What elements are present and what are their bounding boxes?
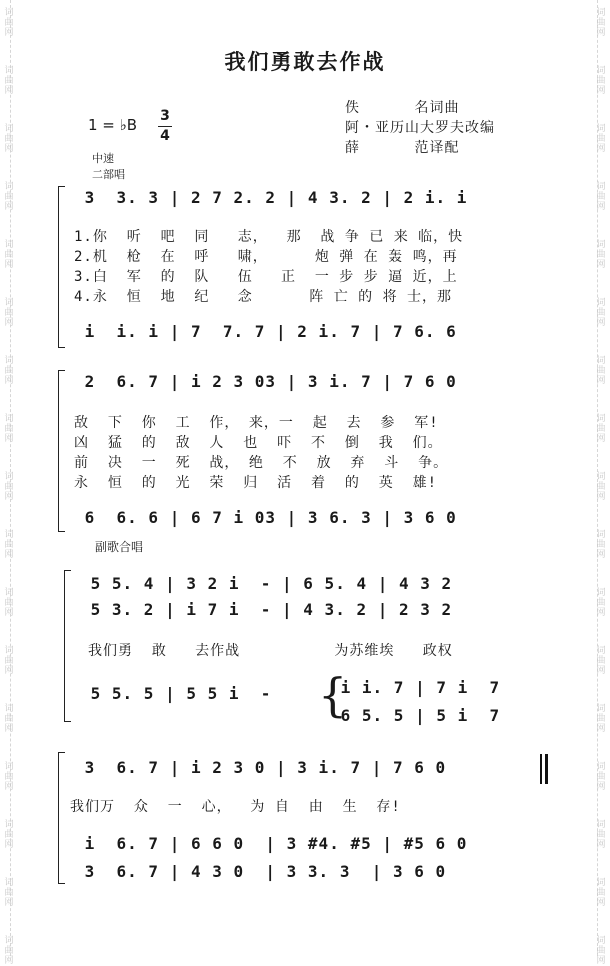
watermark-text: 词 曲 网 xyxy=(596,704,606,734)
watermark-text: 词 曲 网 xyxy=(4,66,14,96)
system-bracket xyxy=(58,370,65,532)
watermark-text: 词 曲 网 xyxy=(4,820,14,850)
watermark-text: 词 曲 网 xyxy=(4,588,14,618)
melody-line: 3 3. 3 | 2 7 2. 2 | 4 3. 2 | 2 i. i xyxy=(74,188,479,207)
watermark-text: 词 曲 网 xyxy=(596,878,606,908)
credit-line: 佚 名词曲 xyxy=(345,100,460,116)
watermark-text: 词 曲 网 xyxy=(596,182,606,212)
part-label: 二部唱 xyxy=(92,168,125,181)
watermark-text: 词 曲 网 xyxy=(4,182,14,212)
credit-line: 薛 范译配 xyxy=(345,140,460,156)
bass-lower-line: 6 5. 5 | 5 i 7 xyxy=(330,706,511,725)
lyric-verse-4: 4.永 恒 地 纪 念 阵 亡 的 将 士，那 xyxy=(74,289,453,305)
watermark-text: 词 曲 网 xyxy=(4,530,14,560)
lyric-verse-4: 永 恒 的 光 荣 归 活 着 的 英 雄! xyxy=(74,475,438,491)
watermark-text: 词 曲 网 xyxy=(596,240,606,270)
watermark-text: 词 曲 网 xyxy=(596,8,606,38)
time-signature-top: 3 xyxy=(160,108,170,124)
lyric-verse-2: 2.机 枪 在 呼 啸， 炮 弹 在 轰 鸣，再 xyxy=(74,249,458,265)
song-title: 我们勇敢去作战 xyxy=(224,50,386,74)
key-signature: 1 = ♭B xyxy=(88,116,138,134)
system-bracket xyxy=(64,570,71,722)
system-bracket xyxy=(58,752,65,884)
lyric-verse-3: 前 决 一 死 战， 绝 不 放 弃 斗 争。 xyxy=(74,455,449,471)
watermark-text: 词 曲 网 xyxy=(4,298,14,328)
bass-brace: { xyxy=(318,668,348,722)
watermark-text: 词 曲 网 xyxy=(596,646,606,676)
lyric-verse-1: 敌 下 你 工 作， 来，一 起 去 参 军! xyxy=(74,415,439,431)
harmony-line: 6 6. 6 | 6 7 i 03 | 3 6. 3 | 3 6 0 xyxy=(74,508,468,527)
credit-line: 阿・亚历山大罗夫改编 xyxy=(345,120,495,136)
watermark-text: 词 曲 网 xyxy=(4,762,14,792)
tempo-marking: 中速 xyxy=(92,152,114,165)
harmony-line: i i. i | 7 7. 7 | 2 i. 7 | 7 6. 6 xyxy=(74,322,468,341)
watermark-text: 词 曲 网 xyxy=(596,414,606,444)
bass-line: 3 6. 7 | 4 3 0 | 3 3. 3 | 3 6 0 xyxy=(74,862,457,881)
watermark-text: 词 曲 网 xyxy=(596,472,606,502)
soprano-line: 5 5. 4 | 3 2 i - | 6 5. 4 | 4 3 2 xyxy=(80,574,463,593)
final-barline-thick xyxy=(545,754,548,784)
watermark-text: 词 曲 网 xyxy=(4,356,14,386)
watermark-text: 词 曲 网 xyxy=(4,8,14,38)
bass-upper-line: i i. 7 | 7 i 7 xyxy=(330,678,511,697)
watermark-text: 词 曲 网 xyxy=(596,530,606,560)
tenor-line: 5 5. 5 | 5 5 i - xyxy=(80,684,283,703)
watermark-text: 词 曲 网 xyxy=(4,240,14,270)
watermark-text: 词 曲 网 xyxy=(4,936,14,966)
watermark-text: 词 曲 网 xyxy=(596,66,606,96)
watermark-text: 词 曲 网 xyxy=(4,124,14,154)
chorus-lyrics: 我们勇 敢 去作战 为苏维埃 政权 xyxy=(88,643,453,659)
alto-line: i 6. 7 | 6 6 0 | 3 #4. #5 | #5 6 0 xyxy=(74,834,479,853)
watermark-text: 词 曲 网 xyxy=(596,936,606,966)
lyric-verse-2: 凶 猛 的 敌 人 也 吓 不 倒 我 们。 xyxy=(74,435,443,451)
watermark-text: 词 曲 网 xyxy=(4,878,14,908)
watermark-text: 词 曲 网 xyxy=(4,704,14,734)
watermark-text: 词 曲 网 xyxy=(596,820,606,850)
watermark-text: 词 曲 网 xyxy=(4,414,14,444)
watermark-text: 词 曲 网 xyxy=(596,356,606,386)
system-bracket xyxy=(58,186,65,348)
alto-line: 5 3. 2 | i 7 i - | 4 3. 2 | 2 3 2 xyxy=(80,600,463,619)
watermark-text: 词 曲 网 xyxy=(596,124,606,154)
watermark-text: 词 曲 网 xyxy=(596,588,606,618)
chorus-label: 副歌合唱 xyxy=(95,540,144,554)
credits xyxy=(345,98,495,158)
time-signature xyxy=(158,108,172,145)
soprano-line: 3 6. 7 | i 2 3 0 | 3 i. 7 | 7 6 0 xyxy=(74,758,457,777)
watermark-text: 词 曲 网 xyxy=(596,298,606,328)
watermark-text: 词 曲 网 xyxy=(596,762,606,792)
watermark-text: 词 曲 网 xyxy=(4,472,14,502)
watermark-text: 词 曲 网 xyxy=(4,646,14,676)
time-signature-bottom: 4 xyxy=(160,128,170,144)
final-barline xyxy=(540,754,542,784)
lyric-verse-1: 1.你 听 吧 同 志， 那 战 争 已 来 临，快 xyxy=(74,229,464,245)
lyric-verse-3: 3.白 军 的 队 伍 正 一 步 步 逼 近，上 xyxy=(74,269,458,285)
final-lyrics: 我们万 众 一 心， 为 自 由 生 存! xyxy=(70,799,401,815)
melody-line: 2 6. 7 | i 2 3 03 | 3 i. 7 | 7 6 0 xyxy=(74,372,468,391)
